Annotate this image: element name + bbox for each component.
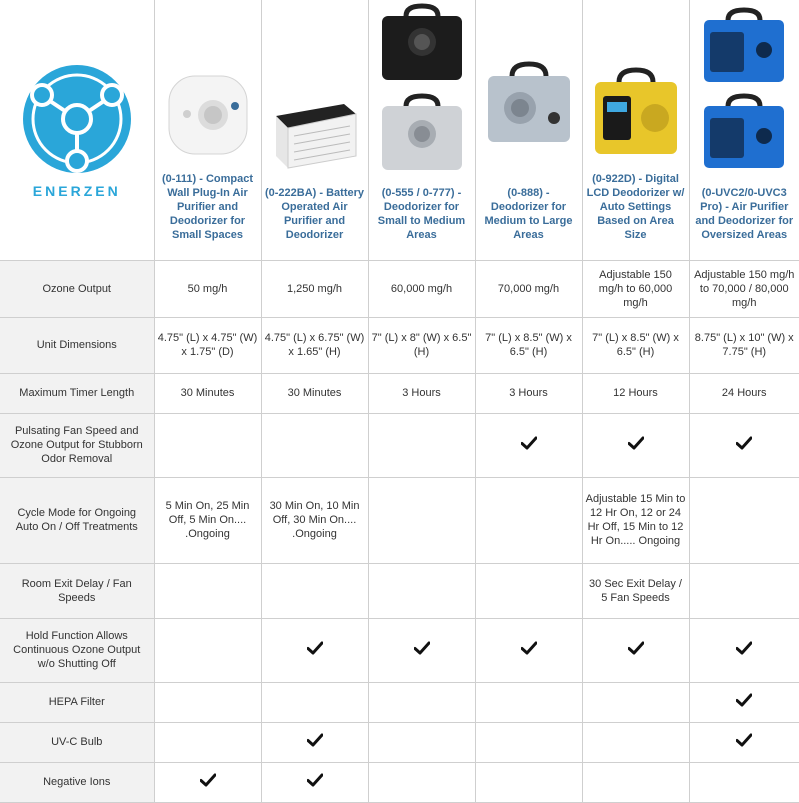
feature-label: HEPA Filter — [0, 682, 154, 722]
feature-value — [368, 762, 475, 802]
feature-value: Adjustable 150 mg/h to 70,000 / 80,000 mg/h — [689, 260, 799, 317]
feature-value — [689, 563, 799, 618]
feature-value — [689, 477, 799, 563]
product-title: (0-888) - Deodorizer for Medium to Large Areas — [484, 186, 573, 241]
battery-purifier-image — [270, 86, 360, 172]
feature-check-cell — [368, 618, 475, 682]
feature-label: Maximum Timer Length — [0, 373, 154, 413]
checkmark-icon — [200, 773, 216, 787]
feature-check-cell — [261, 722, 368, 762]
feature-check-cell — [475, 413, 582, 477]
feature-value: 30 Minutes — [261, 373, 368, 413]
feature-label: Room Exit Delay / Fan Speeds — [0, 563, 154, 618]
feature-value — [154, 563, 261, 618]
feature-value: 3 Hours — [368, 373, 475, 413]
feature-row — [0, 618, 799, 682]
feature-value — [154, 722, 261, 762]
feature-label: Pulsating Fan Speed and Ozone Output for Stubborn Odor Removal — [0, 413, 154, 477]
feature-label: UV-C Bulb — [0, 722, 154, 762]
feature-value: 30 Sec Exit Delay / 5 Fan Speeds — [582, 563, 689, 618]
product-header — [368, 0, 475, 260]
uvc-ozone-generators-image — [698, 6, 790, 174]
product-title: (0-111) - Compact Wall Plug-In Air Purifier and Deodorizer for Small Spaces — [161, 172, 254, 241]
checkmark-icon — [521, 436, 537, 450]
feature-value: 30 Minutes — [154, 373, 261, 413]
feature-value: Adjustable 150 mg/h to 60,000 mg/h — [582, 260, 689, 317]
checkmark-icon — [414, 641, 430, 655]
feature-row — [0, 722, 799, 762]
feature-value: 4.75" (L) x 4.75" (W) x 1.75" (D) — [154, 317, 261, 373]
feature-check-cell — [261, 618, 368, 682]
checkmark-icon — [736, 641, 752, 655]
product-header — [261, 0, 368, 260]
feature-value: 7" (L) x 8.5" (W) x 6.5" (H) — [475, 317, 582, 373]
feature-value: 50 mg/h — [154, 260, 261, 317]
feature-row — [0, 260, 799, 317]
product-header — [582, 0, 689, 260]
feature-label: Hold Function Allows Continuous Ozone Output w/o Shutting Off — [0, 618, 154, 682]
feature-check-cell — [261, 762, 368, 802]
feature-label: Negative Ions — [0, 762, 154, 802]
feature-value: 1,250 mg/h — [261, 260, 368, 317]
feature-value: 60,000 mg/h — [368, 260, 475, 317]
feature-value — [261, 563, 368, 618]
feature-value — [582, 682, 689, 722]
checkmark-icon — [736, 436, 752, 450]
feature-value — [475, 563, 582, 618]
checkmark-icon — [628, 436, 644, 450]
feature-value — [582, 722, 689, 762]
feature-value — [475, 762, 582, 802]
feature-value: 5 Min On, 25 Min Off, 5 Min On.... .Ongoing — [154, 477, 261, 563]
feature-check-cell — [582, 618, 689, 682]
feature-value: Adjustable 15 Min to 12 Hr On, 12 or 24 Hr Off, 15 Min to 12 Hr On..... Ongoing — [582, 477, 689, 563]
feature-value: 12 Hours — [582, 373, 689, 413]
feature-value — [261, 413, 368, 477]
feature-check-cell — [475, 618, 582, 682]
feature-row — [0, 762, 799, 802]
feature-value — [154, 618, 261, 682]
feature-value: 3 Hours — [475, 373, 582, 413]
feature-row — [0, 682, 799, 722]
feature-value: 4.75" (L) x 6.75" (W) x 1.65" (H) — [261, 317, 368, 373]
product-title: (0-555 / 0-777) - Deodorizer for Small to Medium Areas — [377, 186, 466, 241]
product-title: (0-222BA) - Battery Operated Air Purifier and Deodorizer — [264, 186, 365, 241]
feature-value: 8.75" (L) x 10" (W) x 7.75" (H) — [689, 317, 799, 373]
feature-value — [475, 682, 582, 722]
header-row — [0, 0, 799, 260]
checkmark-icon — [736, 693, 752, 707]
feature-value — [154, 413, 261, 477]
product-header — [154, 0, 261, 260]
feature-check-cell — [582, 413, 689, 477]
product-header — [475, 0, 582, 260]
feature-label: Cycle Mode for Ongoing Auto On / Off Treatments — [0, 477, 154, 563]
checkmark-icon — [628, 641, 644, 655]
checkmark-icon — [307, 641, 323, 655]
plug-in-purifier-image — [165, 72, 251, 158]
feature-check-cell — [689, 618, 799, 682]
brand-name: ENERZEN — [32, 183, 121, 200]
feature-value: 30 Min On, 10 Min Off, 30 Min On.... .Ongoing — [261, 477, 368, 563]
feature-value: 70,000 mg/h — [475, 260, 582, 317]
ozone-generators-image — [376, 2, 468, 178]
feature-check-cell — [689, 722, 799, 762]
feature-value — [368, 682, 475, 722]
feature-value — [368, 413, 475, 477]
feature-value — [475, 722, 582, 762]
feature-value — [368, 563, 475, 618]
feature-value: 7" (L) x 8.5" (W) x 6.5" (H) — [582, 317, 689, 373]
feature-check-cell — [689, 682, 799, 722]
feature-check-cell — [154, 762, 261, 802]
feature-value: 7" (L) x 8" (W) x 6.5" (H) — [368, 317, 475, 373]
feature-row — [0, 477, 799, 563]
feature-label: Unit Dimensions — [0, 317, 154, 373]
feature-rows — [0, 260, 799, 802]
ozone-generator-image — [484, 60, 574, 146]
checkmark-icon — [736, 733, 752, 747]
feature-row — [0, 413, 799, 477]
checkmark-icon — [307, 773, 323, 787]
digital-ozone-generator-image — [591, 66, 681, 158]
feature-value — [368, 477, 475, 563]
feature-check-cell — [689, 413, 799, 477]
product-title: (0-UVC2/0-UVC3 Pro) - Air Purifier and Deodorizer for Oversized Areas — [695, 186, 794, 241]
feature-value: 24 Hours — [689, 373, 799, 413]
checkmark-icon — [307, 733, 323, 747]
feature-row — [0, 373, 799, 413]
feature-row — [0, 563, 799, 618]
brand-logo-cell — [0, 0, 154, 260]
feature-label: Ozone Output — [0, 260, 154, 317]
feature-value — [689, 762, 799, 802]
feature-value — [261, 682, 368, 722]
feature-value — [368, 722, 475, 762]
product-title: (0-922D) - Digital LCD Deodorizer w/ Auto Settings Based on Area Size — [586, 172, 685, 241]
feature-value — [154, 682, 261, 722]
feature-value — [582, 762, 689, 802]
feature-value — [475, 477, 582, 563]
feature-row — [0, 317, 799, 373]
product-header — [689, 0, 799, 260]
checkmark-icon — [521, 641, 537, 655]
enerzen-logo — [12, 61, 142, 186]
